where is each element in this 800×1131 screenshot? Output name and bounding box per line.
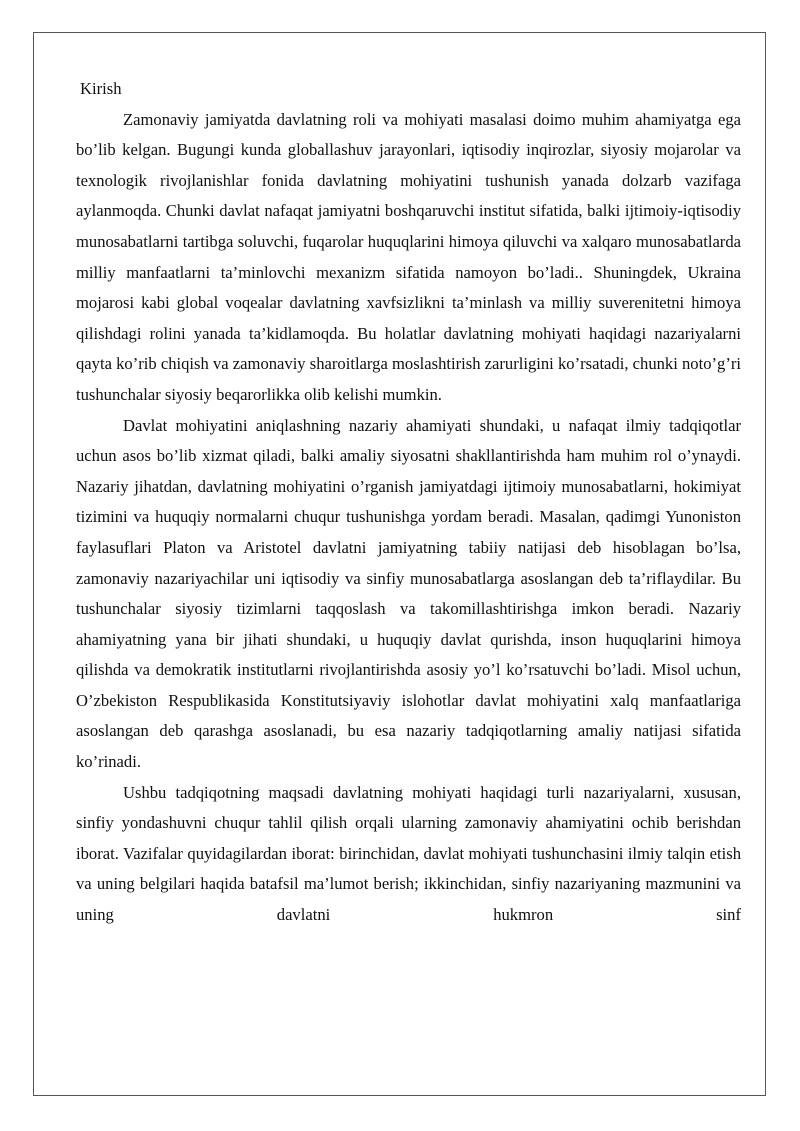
document-body [76,74,741,931]
paragraph-2: Davlat mohiyatini aniqlashning nazariy ahamiyati shundaki, u nafaqat ilmiy tadqiqotlar uchun asos bo’lib xizmat qiladi, balki amaliy siyosatni shakllantirishda ham muhim rol o’ynaydi. Nazariy jihatdan, davlatning mohiyatini o’rganish jamiyatdagi ijtimoiy munosabatlarni, hokimiyat tizimini va huquqiy normalarni chuqur tushunishga yordam beradi. Masalan, qadimgi Yunoniston faylasuflari Platon va Aristotel davlatni jamiyatning tabiiy natijasi deb hisoblagan bo’lsa, zamonaviy nazariyachilar uni iqtisodiy va sinfiy munosabatlarga asoslangan deb ta’riflaydilar. Bu tushunchalar siyosiy tizimlarni taqqoslash va takomillashtirishga imkon beradi. Nazariy ahamiyatning yana bir jihati shundaki, u huquqiy davlat qurishda, inson huquqlarini himoya qilishda va demokratik institutlarni rivojlantirishda asosiy yo’l ko’rsatuvchi bo’ladi. Misol uchun, O’zbekiston Respublikasida Konstitutsiyaviy islohotlar davlat mohiyatini xalq manfaatlariga asoslangan deb qarashga asoslanadi, bu esa nazariy tadqiqotlarning amaliy natijasi sifatida ko’rinadi. [76,415,741,772]
section-heading: Kirish [80,79,122,98]
paragraph-1: Zamonaviy jamiyatda davlatning roli va mohiyati masalasi doimo muhim ahamiyatga ega bo’lib kelgan. Bugungi kunda globallashuv jarayonlari, iqtisodiy inqirozlar, siyosiy mojarolar va texnologik rivojlanishlar fonida davlatning mohiyatini tushunish yanada dolzarb vazifaga aylanmoqda. Chunki davlat nafaqat jamiyatni boshqaruvchi institut sifatida, balki ijtimoiy-iqtisodiy munosabatlarni tartibga soluvchi, fuqarolar huquqlarini himoya qiluvchi va xalqaro munosabatlarda milliy manfaatlarni ta’minlovchi mexanizm sifatida namoyon bo’ladi.. Shuningdek, Ukraina mojarosi kabi global voqealar davlatning xavfsizlikni ta’minlash va milliy suverenitetni himoya qilishdagi rolini yanada ta’kidlamoqda. Bu holatlar davlatning mohiyati haqidagi nazariyalarni qayta ko’rib chiqish va zamonaviy sharoitlarga moslashtirish zarurligini ko’rsatadi, chunki noto’g’ri tushunchalar siyosiy beqarorlikka olib kelishi mumkin. [76,109,741,404]
paragraph-3: Ushbu tadqiqotning maqsadi davlatning mohiyati haqidagi turli nazariyalarni, xususan, sinfiy yondashuvni chuqur tahlil qilish orqali ularning zamonaviy ahamiyatini ochib berishdan iborat. Vazifalar quyidagilardan iborat: birinchidan, davlat mohiyati tushunchasini ilmiy talqin etish va uning belgilari haqida batafsil ma’lumot berish; ikkinchidan, sinfiy nazariyaning mazmunini va uning davlatni hukmron sinf [76,782,741,925]
